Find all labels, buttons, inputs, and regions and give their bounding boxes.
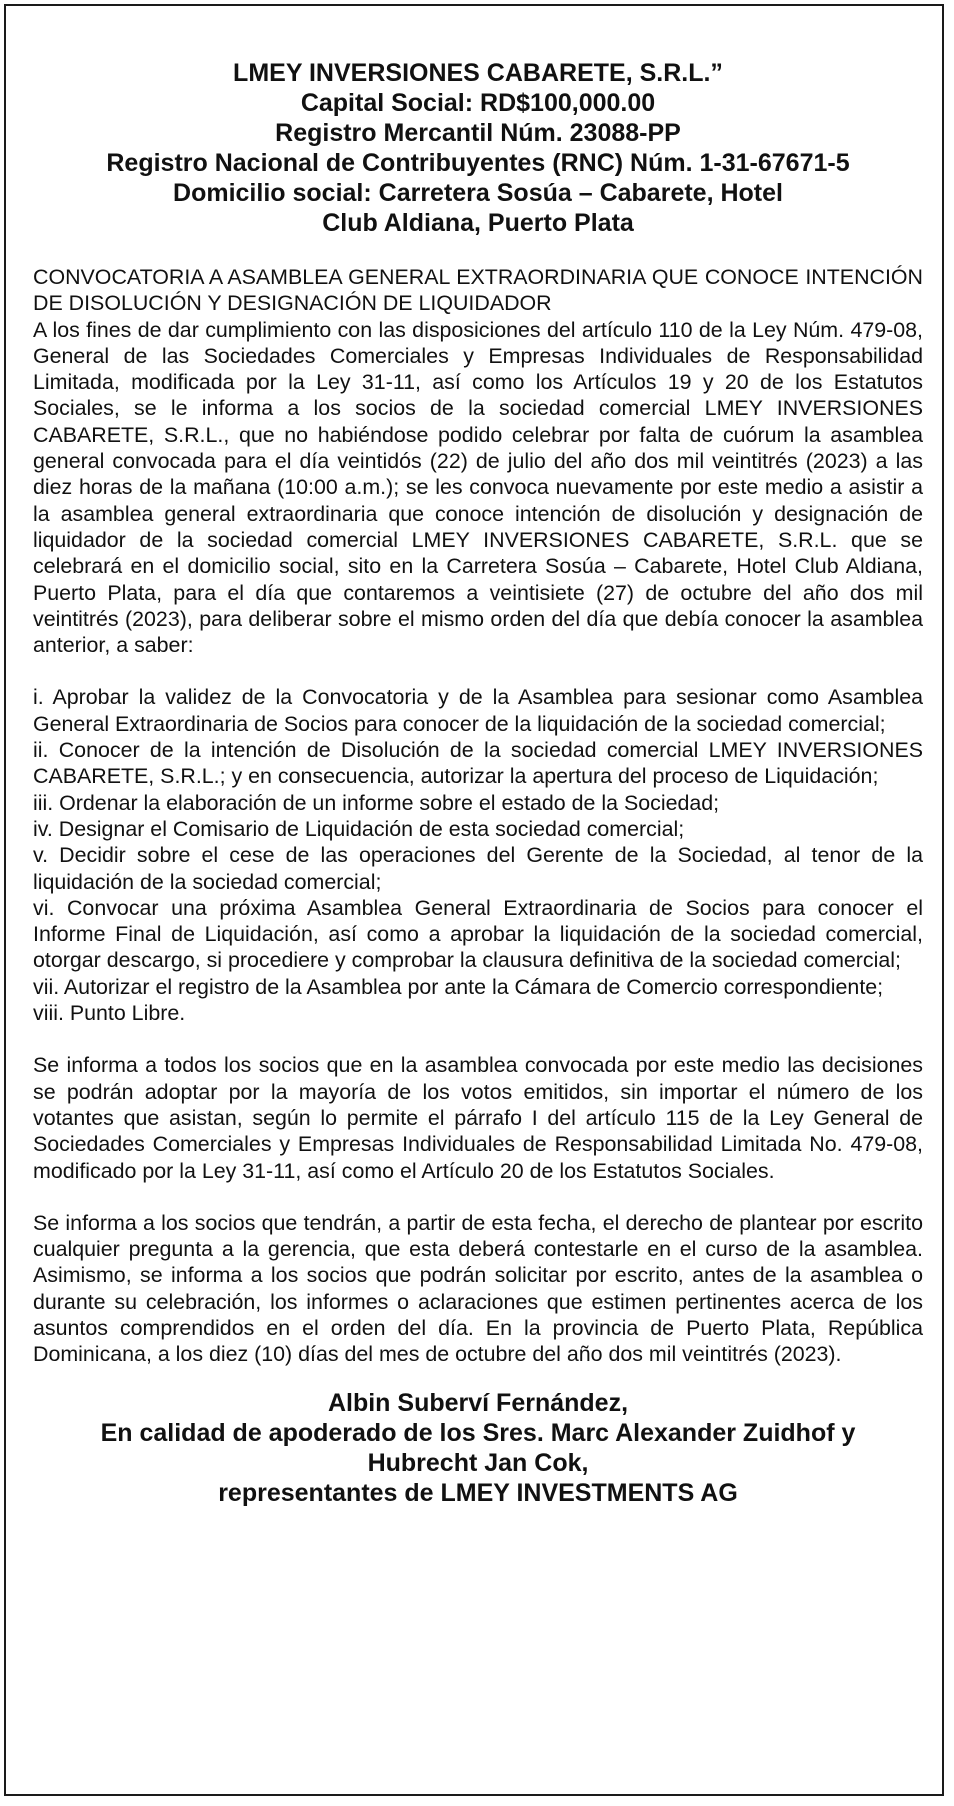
- legal-notice: [33, 58, 923, 1508]
- spacer: [33, 658, 923, 684]
- agenda-item: vii. Autorizar el registro de la Asamblea por ante la Cámara de Comercio correspondiente;: [33, 974, 884, 999]
- signer-role-line-2: Hubrecht Jan Cok,: [367, 1448, 589, 1477]
- agenda-item: iv. Designar el Comisario de Liquidación de esta sociedad comercial;: [33, 816, 685, 841]
- agenda-item: vi. Convocar una próxima Asamblea General Extraordinaria de Socios para conocer el Informe Final de Liquidación, así como a aprobar la liquidación de la sociedad comercial, otorgar descargo, si procediere y comprobar la clausura definitiva de la sociedad comercial;: [33, 895, 923, 973]
- signer-role-line-1: En calidad de apoderado de los Sres. Marc Alexander Zuidhof y: [100, 1418, 856, 1447]
- domicilio-line-1: Domicilio social: Carretera Sosúa – Cabarete, Hotel: [173, 179, 783, 207]
- registro-mercantil: Registro Mercantil Núm. 23088-PP: [275, 119, 681, 147]
- spacer: [33, 1026, 923, 1052]
- agenda-item: iii. Ordenar la elaboración de un informe sobre el estado de la Sociedad;: [33, 790, 720, 815]
- agenda-item: i. Aprobar la validez de la Convocatoria y de la Asamblea para sesionar como Asamblea General Extraordinaria de Socios para conocer de la liquidación de la sociedad comercial;: [33, 685, 923, 736]
- agenda-item: ii. Conocer de la intención de Disolución de la sociedad comercial LMEY INVERSIONES CABARETE, S.R.L.; y en consecuencia, autorizar la apertura del proceso de Liquidación;: [33, 738, 923, 789]
- notice-body: [33, 264, 923, 1368]
- company-name: LMEY INVERSIONES CABARETE, S.R.L.”: [233, 59, 723, 87]
- agenda-item: v. Decidir sobre el cese de las operaciones del Gerente de la Sociedad, al tenor de la liquidación de la sociedad comercial;: [33, 843, 923, 894]
- company-header: [33, 58, 923, 238]
- signature-block: [33, 1388, 923, 1508]
- agenda-item: viii. Punto Libre.: [33, 1001, 186, 1026]
- capital-social: Capital Social: RD$100,000.00: [300, 89, 656, 117]
- rights-paragraph: Se informa a los socios que tendrán, a partir de esta fecha, el derecho de plantear por escrito cualquier pregunta a la gerencia, que esta deberá contestarle en el curso de la asamblea. Asimismo, se informa a los socios que podrán solicitar por escrito, antes de la asamblea o durante su celebración, los informes o aclaraciones que estimen pertinentes acerca de los asuntos comprendidos en el orden del día. En la provincia de Puerto Plata, República Dominicana, a los diez (10) días del mes de octubre del año dos mil veintitrés (2023).: [33, 1210, 923, 1367]
- domicilio-line-2: Club Aldiana, Puerto Plata: [322, 209, 634, 237]
- spacer: [33, 1184, 923, 1210]
- convocatoria-intro: A los fines de dar cumplimiento con las disposiciones del artículo 110 de la Ley Núm. 479-08, General de las Sociedades Comerciales y Empresas Individuales de Responsabilidad Limitada, modificada por la Ley 31-11, así como los Artículos 19 y 20 de los Estatutos Sociales, se le informa a los socios de la sociedad comercial LMEY INVERSIONES CABARETE, S.R.L., que no habiéndose podido celebrar por falta de cuórum la asamblea general convocada para el día veintidós (22) de julio del año dos mil veintitrés (2023) a las diez horas de la mañana (10:00 a.m.); se les convoca nuevamente por este medio a asistir a la asamblea general extraordinaria que conoce intención de disolución y designación de liquidador de la sociedad comercial LMEY INVERSIONES CABARETE, S.R.L. que se celebrará en el domicilio social, sito en la Carretera Sosúa – Cabarete, Hotel Club Aldiana, Puerto Plata, para el día que contaremos a veintisiete (27) de octubre del año dos mil veintitrés (2023), para deliberar sobre el mismo orden del día que debía conocer la asamblea anterior, a saber:: [33, 317, 923, 658]
- agenda-list: [33, 684, 923, 1026]
- signer-name: Albin Suberví Fernández,: [327, 1388, 629, 1417]
- convocatoria-title: CONVOCATORIA A ASAMBLEA GENERAL EXTRAORDINARIA QUE CONOCE INTENCIÓN DE DISOLUCIÓN Y DESIGNACIÓN DE LIQUIDADOR: [33, 265, 923, 316]
- votes-paragraph: Se informa a todos los socios que en la asamblea convocada por este medio las decisiones se podrán adoptar por la mayoría de los votos emitidos, sin importar el número de los votantes que asistan, según lo permite el párrafo I del artículo 115 de la Ley General de Sociedades Comerciales y Empresas Individuales de Responsabilidad Limitada No. 479-08, modificado por la Ley 31-11, así como el Artículo 20 de los Estatutos Sociales.: [33, 1053, 923, 1183]
- rnc-number: Registro Nacional de Contribuyentes (RNC) Núm. 1-31-67671-5: [106, 149, 850, 177]
- signer-role-line-3: representantes de LMEY INVESTMENTS AG: [218, 1478, 738, 1507]
